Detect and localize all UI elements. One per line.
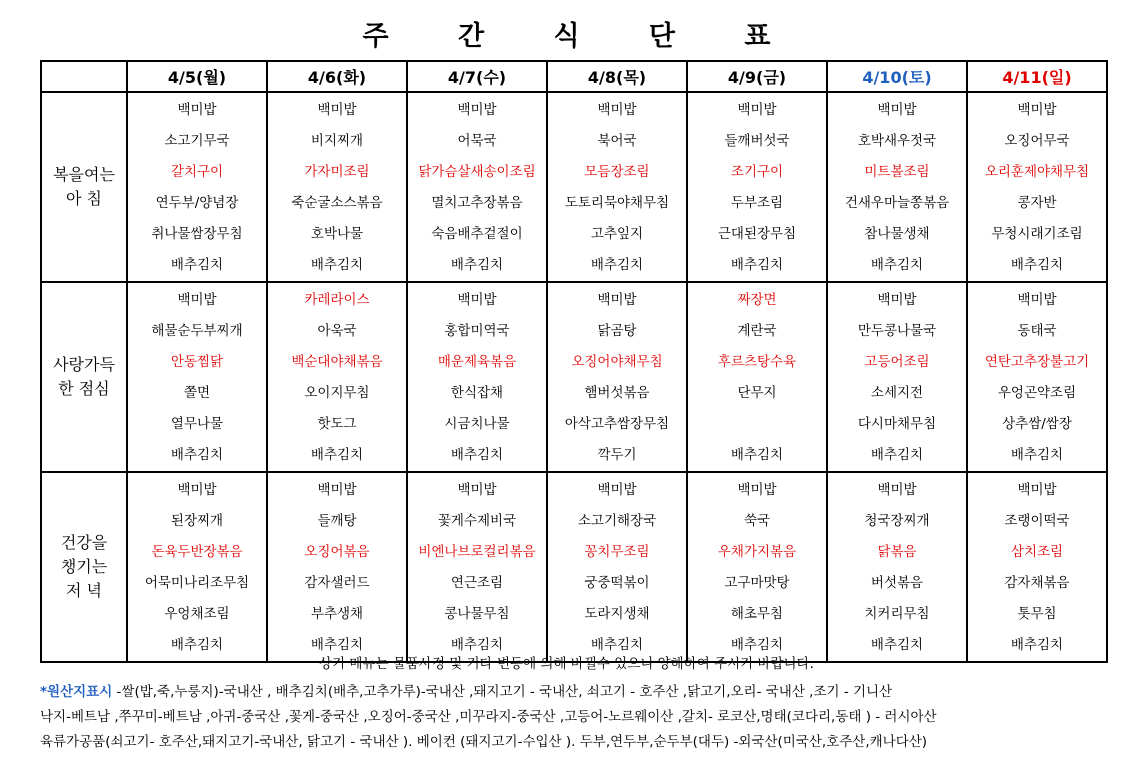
- menu-item: 콩자반: [1017, 195, 1057, 211]
- menu-item: 우채가지볶음: [717, 544, 797, 560]
- menu-item: 백미밥: [1017, 102, 1057, 118]
- menu-item: 궁중떡볶이: [584, 575, 650, 591]
- meal-label-lunch: [41, 282, 127, 472]
- menu-item: 고추잎지: [590, 226, 644, 242]
- menu-item: 취나물쌈장무침: [151, 226, 243, 242]
- origin-label: *원산지표시: [40, 684, 113, 700]
- menu-cell: [687, 472, 827, 662]
- menu-item: 백미밥: [317, 482, 357, 498]
- menu-cell: [127, 472, 267, 662]
- menu-cell: [547, 472, 687, 662]
- menu-cell: [687, 92, 827, 282]
- menu-cell: [967, 282, 1107, 472]
- menu-item: 버섯볶음: [870, 575, 924, 591]
- menu-item: 부추생채: [310, 606, 364, 622]
- meal-label-line: 사랑가득: [53, 355, 115, 374]
- menu-item: 조랭이떡국: [1004, 513, 1070, 529]
- menu-item: 어묵국: [457, 133, 497, 149]
- menu-item: 오징어무국: [1004, 133, 1070, 149]
- origin-line-1: [40, 680, 1110, 705]
- menu-item: 배추김치: [450, 257, 504, 273]
- menu-item: 오리훈제야채무침: [984, 164, 1090, 180]
- menu-cell: [827, 282, 967, 472]
- menu-item: 배추김치: [730, 257, 784, 273]
- menu-cell: [967, 472, 1107, 662]
- menu-item: 삼치조림: [1010, 544, 1064, 560]
- menu-item: 감자샐러드: [304, 575, 370, 591]
- menu-item: 미트볼조림: [864, 164, 930, 180]
- menu-item: 청국장찌개: [864, 513, 930, 529]
- menu-item: 연두부/양념장: [155, 195, 239, 211]
- meal-row-dinner: [41, 472, 1107, 662]
- menu-item: 참나물생채: [864, 226, 930, 242]
- menu-cell: [827, 472, 967, 662]
- menu-item: 백미밥: [597, 292, 637, 308]
- menu-item: 된장찌개: [170, 513, 224, 529]
- menu-item: 동태국: [1017, 323, 1057, 339]
- menu-item: 배추김치: [1010, 637, 1064, 653]
- menu-item: 어묵미나리조무침: [144, 575, 250, 591]
- menu-cell: [407, 92, 547, 282]
- menu-item: 배추김치: [590, 257, 644, 273]
- menu-item: 우엉채조림: [164, 606, 230, 622]
- menu-item: 갈치구이: [170, 164, 224, 180]
- menu-item: 시금치나물: [444, 416, 510, 432]
- menu-item: 만두콩나물국: [857, 323, 937, 339]
- origin-text-1: -쌀(밥,죽,누룽지)-국내산 , 배추김치(배추,고추가루)-국내산 ,돼지고기 - 국내산, 쇠고기 - 호주산 ,닭고기,오리- 국내산 ,조기 - 기니산: [112, 684, 893, 700]
- menu-item: 쫄면: [183, 385, 211, 401]
- menu-item: 상추쌈/쌈장: [1002, 416, 1072, 432]
- meal-label-line: 아 침: [66, 189, 102, 208]
- origin-line-2: 낙지-베트남 ,쭈꾸미-베트남 ,아귀-중국산 ,꽃게-중국산 ,오징어-중국산 ,미꾸라지-중국산 ,고등어-노르웨이산 ,갈치- 로코산,명태(코다리,동태 ) - 러시아산: [40, 709, 937, 725]
- meal-label-line: 저 녁: [66, 581, 102, 600]
- menu-item: 백미밥: [177, 102, 217, 118]
- menu-item: 단무지: [737, 385, 777, 401]
- menu-item: 소고기무국: [164, 133, 230, 149]
- menu-item: 고구마맛탕: [724, 575, 790, 591]
- menu-item: 소세지전: [870, 385, 924, 401]
- menu-item: 해물순두부찌개: [151, 323, 243, 339]
- menu-item: 콩나물무침: [444, 606, 510, 622]
- menu-item: 아욱국: [317, 323, 357, 339]
- menu-item: 건새우마늘쫑볶음: [844, 195, 950, 211]
- menu-item: 소고기해장국: [577, 513, 657, 529]
- page-title: 주 간 식 단 표: [362, 21, 801, 52]
- menu-item: 배추김치: [450, 637, 504, 653]
- menu-item: 북어국: [597, 133, 637, 149]
- meal-label-line: 복을여는: [53, 165, 115, 184]
- menu-item: 돈육두반장볶음: [151, 544, 243, 560]
- menu-item: 들깨탕: [317, 513, 357, 529]
- meal-label-dinner: [41, 472, 127, 662]
- header-corner: [41, 61, 127, 92]
- menu-item: 계란국: [737, 323, 777, 339]
- menu-item: 도라지생채: [584, 606, 650, 622]
- notice-text: 상기 메뉴는 물품사정 및 기타 변동에 의해 바뀔수 있으니 양해하여 주시기 바랍니다.: [319, 656, 814, 672]
- menu-item: 아삭고추쌈장무침: [564, 416, 670, 432]
- menu-item: 닭가슴살새송이조림: [418, 164, 536, 180]
- meal-row-breakfast: [41, 92, 1107, 282]
- menu-item: 백미밥: [317, 102, 357, 118]
- menu-item: 백미밥: [177, 292, 217, 308]
- menu-item: 백미밥: [597, 482, 637, 498]
- menu-item: 고등어조림: [864, 354, 930, 370]
- menu-cell: [407, 282, 547, 472]
- menu-item: 치커리무침: [864, 606, 930, 622]
- menu-item: 배추김치: [870, 257, 924, 273]
- menu-item: 백미밥: [877, 482, 917, 498]
- menu-item: 멸치고추장볶음: [431, 195, 523, 211]
- day-header-tue: 4/6(화): [267, 61, 407, 92]
- menu-item: 무청시래기조림: [991, 226, 1083, 242]
- menu-item: 핫도그: [317, 416, 357, 432]
- menu-item: 조기구이: [730, 164, 784, 180]
- menu-item: 백미밥: [1017, 482, 1057, 498]
- menu-item: 숙음배추겉절이: [431, 226, 523, 242]
- menu-cell: [127, 282, 267, 472]
- menu-item: 배추김치: [310, 637, 364, 653]
- menu-item: 배추김치: [1010, 447, 1064, 463]
- menu-cell: [267, 472, 407, 662]
- menu-item: 배추김치: [730, 447, 784, 463]
- menu-item: 백미밥: [177, 482, 217, 498]
- menu-cell: [267, 282, 407, 472]
- menu-item: 감자채볶음: [1004, 575, 1070, 591]
- menu-item: 연근조림: [450, 575, 504, 591]
- menu-item: 닭볶음: [877, 544, 917, 560]
- menu-item: 닭곰탕: [597, 323, 637, 339]
- menu-cell: [127, 92, 267, 282]
- day-header-sat: 4/10(토): [827, 61, 967, 92]
- meal-label-line: 챙기는: [60, 557, 108, 576]
- menu-item: 배추김치: [870, 447, 924, 463]
- menu-item: 연탄고추장불고기: [984, 354, 1090, 370]
- menu-item: 다시마채무침: [857, 416, 937, 432]
- meal-label-line: 건강을: [60, 533, 108, 552]
- menu-item: 백미밥: [457, 292, 497, 308]
- menu-item: 도토리묵야채무침: [564, 195, 670, 211]
- menu-item: 카레라이스: [304, 292, 370, 308]
- menu-item: 백미밥: [457, 482, 497, 498]
- menu-item: 배추김치: [1010, 257, 1064, 273]
- menu-item: 오징어야채무침: [571, 354, 663, 370]
- menu-item: 호박새우젓국: [857, 133, 937, 149]
- menu-item: 백미밥: [457, 102, 497, 118]
- menu-item: 햄버섯볶음: [584, 385, 650, 401]
- menu-item: 호박나물: [310, 226, 364, 242]
- menu-item: 배추김치: [870, 637, 924, 653]
- menu-item: 백미밥: [877, 102, 917, 118]
- menu-item: 꽁치무조림: [584, 544, 650, 560]
- origin-info: [40, 680, 1110, 755]
- menu-item: 백미밥: [737, 102, 777, 118]
- menu-item: 비엔나브로컬리볶음: [418, 544, 536, 560]
- menu-item: 모듬장조림: [584, 164, 650, 180]
- menu-item: 오징어볶음: [304, 544, 370, 560]
- menu-item: 두부조림: [730, 195, 784, 211]
- menu-item: 배추김치: [170, 257, 224, 273]
- menu-cell: [547, 92, 687, 282]
- menu-item: 깍두기: [597, 447, 637, 463]
- meal-label-line: 한 점심: [58, 379, 110, 398]
- menu-item: 해초무침: [730, 606, 784, 622]
- menu-item: 들깨버섯국: [724, 133, 790, 149]
- menu-item: 배추김치: [170, 447, 224, 463]
- menu-item: 오이지무침: [304, 385, 370, 401]
- menu-item: 열무나물: [170, 416, 224, 432]
- day-header-fri: 4/9(금): [687, 61, 827, 92]
- menu-cell: [687, 282, 827, 472]
- menu-item: 톳무침: [1017, 606, 1057, 622]
- menu-item: 후르츠탕수육: [717, 354, 797, 370]
- menu-item: 백미밥: [877, 292, 917, 308]
- day-header-thu: 4/8(목): [547, 61, 687, 92]
- menu-cell: [407, 472, 547, 662]
- menu-item: 배추김치: [310, 257, 364, 273]
- menu-item: 백순대야채볶음: [291, 354, 383, 370]
- menu-item: 배추김치: [590, 637, 644, 653]
- menu-item: 배추김치: [310, 447, 364, 463]
- menu-item: 짜장면: [737, 292, 777, 308]
- menu-cell: [267, 92, 407, 282]
- menu-cell: [827, 92, 967, 282]
- header-row: [41, 61, 1107, 92]
- day-header-mon: 4/5(월): [127, 61, 267, 92]
- menu-item: 꽃게수제비국: [437, 513, 517, 529]
- menu-cell: [547, 282, 687, 472]
- menu-item: 백미밥: [737, 482, 777, 498]
- meal-row-lunch: [41, 282, 1107, 472]
- menu-item: 우엉곤약조림: [997, 385, 1077, 401]
- menu-item: 쑥국: [743, 513, 771, 529]
- menu-item: 배추김치: [170, 637, 224, 653]
- menu-item: 백미밥: [1017, 292, 1057, 308]
- day-header-sun: 4/11(일): [967, 61, 1107, 92]
- menu-item: 비지찌개: [310, 133, 364, 149]
- menu-item: 홍합미역국: [444, 323, 510, 339]
- menu-cell: [967, 92, 1107, 282]
- menu-item: 배추김치: [450, 447, 504, 463]
- day-header-wed: 4/7(수): [407, 61, 547, 92]
- origin-line-3: 육류가공품(쇠고기- 호주산,돼지고기-국내산, 닭고기 - 국내산 ). 베이컨 (돼지고기-수입산 ). 두부,연두부,순두부(대두) -외국산(미국산,호주산,캐나다산): [40, 734, 928, 750]
- menu-item: 백미밥: [597, 102, 637, 118]
- menu-item: 배추김치: [730, 637, 784, 653]
- weekly-menu-table: [40, 60, 1108, 663]
- menu-item: 한식잡채: [450, 385, 504, 401]
- meal-label-breakfast: [41, 92, 127, 282]
- menu-item: 안동찜닭: [170, 354, 224, 370]
- menu-item: 가자미조림: [304, 164, 370, 180]
- menu-item: 근대된장무침: [717, 226, 797, 242]
- menu-item: [688, 409, 826, 440]
- menu-item: 매운제육볶음: [437, 354, 517, 370]
- menu-item: 죽순굴소스볶음: [291, 195, 383, 211]
